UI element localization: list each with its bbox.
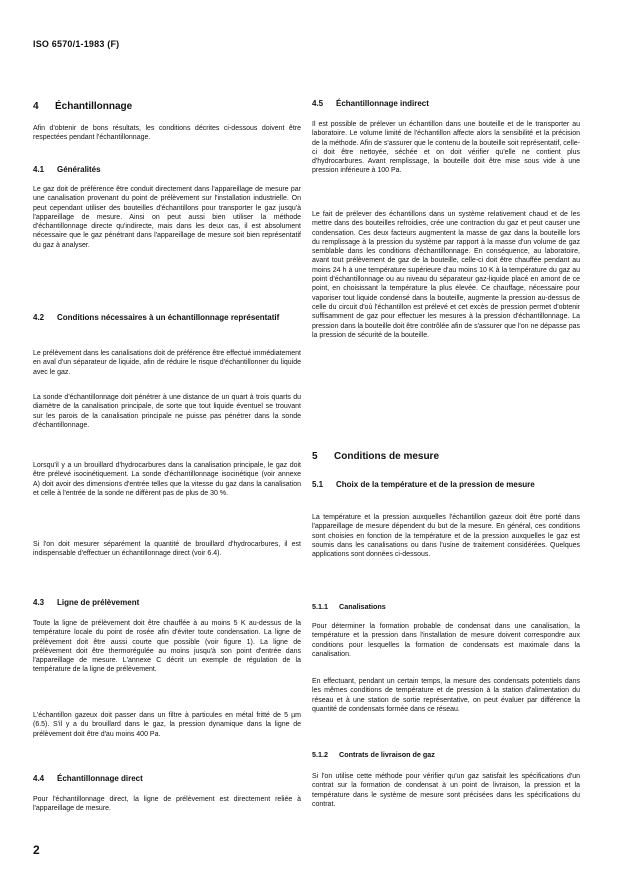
paragraph: Lorsqu'il y a un brouillard d'hydrocarbures dans la canalisation principale, le gaz doit être prélevé isocinétiquement. La sonde d'échantillonnage isocinétique (voir annexe A) doit avoir des dimensions d'entrée telles que la vitesse du gaz dans la canalisation et celle à l'entrée de la sonde ne diffèrent pas de plus de 30 %. (33, 462, 301, 497)
section-4-3-heading (33, 598, 301, 608)
section-4-2-paragraph-3 (33, 461, 301, 498)
section-number: 4.2 (33, 313, 45, 322)
section-5-1-paragraph (312, 513, 580, 559)
section-number: 5.1.1 (312, 602, 328, 611)
section-number: 4.1 (33, 165, 45, 174)
section-title: Choix de la température et de la pression de mesure (336, 480, 535, 489)
page-number: 2 (33, 843, 40, 857)
section-4-heading (33, 101, 301, 113)
section-4-2-paragraph-4 (33, 540, 301, 559)
section-title: Conditions de mesure (334, 451, 440, 462)
paragraph: Si l'on doit mesurer séparément la quantité de brouillard d'hydrocarbures, il est indispensable d'effectuer un échantillonnage direct (voir 6.4). (33, 541, 301, 558)
section-5-heading (312, 451, 580, 463)
section-title: Contrats de livraison de gaz (339, 750, 435, 759)
section-number: 4 (33, 101, 39, 112)
paragraph: Pour déterminer la formation probable de condensat dans une canalisation, la température et la pression dans l'installation de mesure doivent correspondre aux conditions pour lesquelles la formation de condensats est maximale dans la canalisation. (312, 623, 580, 658)
section-number: 5 (312, 451, 318, 462)
section-4-4-heading (33, 774, 301, 784)
paragraph: Toute la ligne de prélèvement doit être chauffée à au moins 5 K au-dessus de la température locale du point de rosée afin d'éviter toute condensation. La ligne de prélèvement doit être aussi courte que possible (voir figure 1). La ligne de prélèvement doit être thermorégulée au moins jusqu'à son point d'entrée dans l'appareillage de mesure. L'annexe C décrit un exemple de régulation de la température de la ligne de prélèvement. (33, 620, 301, 674)
section-5-1-2-heading (312, 750, 580, 759)
document-header: ISO 6570/1-1983 (F) (33, 39, 120, 49)
section-4-2-paragraph-2 (33, 393, 301, 430)
section-4-2-heading (33, 313, 301, 323)
paragraph: Le prélèvement dans les canalisations doit de préférence être effectué immédiatement en aval d'un séparateur de liquide, afin de réduire le risque d'échantillonner du liquide avec le gaz. (33, 350, 301, 376)
section-number: 5.1 (312, 480, 324, 489)
section-title: Échantillonnage (55, 101, 133, 112)
section-title: Échantillonnage direct (57, 774, 143, 783)
section-title: Conditions nécessaires à un échantillonnage représentatif (57, 313, 280, 322)
section-title: Canalisations (339, 602, 386, 611)
section-number: 5.1.2 (312, 750, 328, 759)
paragraph: Le gaz doit de préférence être conduit directement dans l'appareillage de mesure par une canalisation provenant du point de prélèvement sur l'installation industrielle. On peut cependant utiliser des bouteilles d'échantillons pour transporter le gaz jusqu'à l'appareillage de mesure. Ainsi on peut aussi bien utiliser la méthode d'échantillonnage directe qu'indirecte, mais dans les deux cas, il est absolument nécessaire que le gaz pénétrant dans l'appareillage de mesure soit bien représentatif du gaz à analyser. (33, 186, 301, 249)
section-title: Échantillonnage indirect (336, 99, 429, 108)
paragraph: Afin d'obtenir de bons résultats, les conditions décrites ci-dessous doivent être respectées pendant l'échantillonnage. (33, 125, 301, 142)
section-4-3-paragraph-1 (33, 619, 301, 675)
paragraph: Le fait de prélever des échantillons dans un système relativement chaud et de les mettre dans des bouteilles refroidies, crée une contraction du gaz et peut causer une condensation. Ces deux facteurs augmentent la masse de gaz dans la bouteille lors du remplissage à la pression du système par rapport à la masse d'un volume de gaz semblable dans les conditions d'échantillonnage. En conséquence, au laboratoire, avant tout prélèvement de gaz de la bouteille, celle-ci doit être chauffée pendant au moins 24 h à une température supérieure d'au moins 10 K à la température du gaz au point d'échantillonnage ou au niveau du séparateur gaz-liquide placé en amont de ce point, en choisissant la température la plus élevée. Ce chauffage, nécessaire pour vaporiser tout liquide condensé dans la bouteille, augmente la pression au-dessus de celle du circuit d'où l'échantillon est prélevé et cet excès de pression permet d'obtenir suffisamment de gaz pour effectuer les mesures à la pression d'échantillonnage. La pression dans la bouteille doit être contrôlée afin de s'assurer que l'on ne dépasse pas la pression de sécurité de la bouteille. (312, 211, 580, 339)
paragraph: Si l'on utilise cette méthode pour vérifier qu'un gaz satisfait les spécifications d'un contrat sur la formation de condensat à un point de livraison, la pression et la température dans le système de mesure sont précisées dans les spécifications du contrat. (312, 773, 580, 808)
section-4-5-paragraph-2 (312, 210, 580, 340)
section-4-1-paragraph (33, 185, 301, 250)
section-5-1-1-paragraph-1 (312, 622, 580, 659)
section-number: 4.3 (33, 598, 45, 607)
section-number: 4.5 (312, 99, 324, 108)
section-5-1-2-paragraph (312, 772, 580, 809)
paragraph: La température et la pression auxquelles l'échantillon gazeux doit être porté dans l'appareillage de mesure dépendent du but de la mesure. En général, ces conditions sont choisies en fonction de la température et de la pression auxquelles le gaz est soumis dans les canalisations ou dans l'usine de traitement considérées. Quelques applications sont données ci-dessous. (312, 514, 580, 559)
section-4-5-heading (312, 99, 580, 109)
section-4-2-paragraph-1 (33, 349, 301, 377)
section-title: Généralités (57, 165, 101, 174)
paragraph: En effectuant, pendant un certain temps, la mesure des condensats potentiels dans les mêmes conditions de température et de pression à la station d'alimentation du réseau et à une station de sortie représentative, on peut évaluer par différence la quantité de condensats formée dans ce réseau. (312, 678, 580, 713)
section-5-1-heading (312, 480, 580, 490)
paragraph: L'échantillon gazeux doit passer dans un filtre à particules en métal fritté de 5 µm (6.5). S'il y a du brouillard dans le gaz, la pression dynamique dans la ligne de prélèvement doit être d'au moins 400 Pa. (33, 712, 301, 738)
section-4-3-paragraph-2 (33, 711, 301, 739)
section-4-paragraph (33, 124, 301, 143)
paragraph: La sonde d'échantillonnage doit pénétrer à une distance de un quart à trois quarts du diamètre de la canalisation principale, de sorte que tout liquide éventuel se trouvant sur les parois de la canalisation principale ne puisse pas pénétrer dans la sonde d'échantillonnage. (33, 394, 301, 429)
section-4-5-paragraph-1 (312, 120, 580, 176)
section-5-1-1-paragraph-2 (312, 677, 580, 714)
paragraph: Pour l'échantillonnage direct, la ligne de prélèvement est directement reliée à l'appareillage de mesure. (33, 796, 301, 813)
section-number: 4.4 (33, 774, 45, 783)
paragraph: Il est possible de prélever un échantillon dans une bouteille et de le transporter au laboratoire. Le volume limité de l'échantillon affecte alors la sensibilité et la précision de la méthode. Afin de s'assurer que le contenu de la bouteille soit représentatif, celle-ci doit être nettoyée, séchée et on doit vérifier qu'elle ne contient plus d'hydrocarbures. Avant remplissage, la bouteille doit être mise sous vide à une pression inférieure à 100 Pa. (312, 121, 580, 175)
section-5-1-1-heading (312, 602, 580, 611)
section-4-1-heading (33, 165, 301, 175)
section-4-4-paragraph (33, 795, 301, 814)
section-title: Ligne de prélèvement (57, 598, 140, 607)
